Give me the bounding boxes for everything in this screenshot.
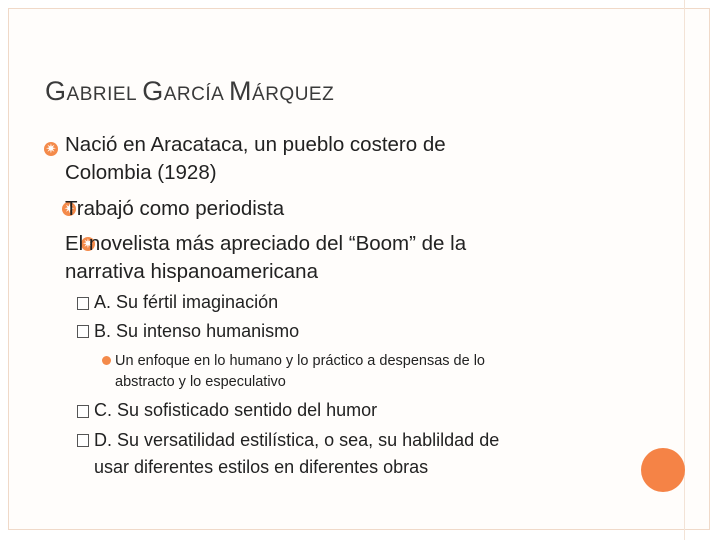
sub-item-d-line-1: D. Su versatilidad estilística, o sea, su hablildad de [94, 430, 500, 450]
subsub-item-line-2: abstracto y lo especulativo [115, 374, 286, 390]
title-cap-1: G [45, 76, 67, 106]
title-rest-3: ÁRQUEZ [252, 84, 335, 105]
title-rest-2: ARCÍA [163, 84, 230, 105]
sub-item-d-line-2: usar diferentes estilos en diferentes obras [94, 457, 429, 477]
sub-item-a: A. Su fértil imaginación [94, 292, 279, 312]
checkbox-bullet-icon [77, 405, 89, 418]
bullet-1-line-1: Nació en Aracataca, un pueblo costero de [65, 133, 446, 156]
bullet-3-line-1: El novelista más apreciado del “Boom” de la [65, 232, 467, 255]
small-bullet-icon [102, 356, 111, 365]
bullet-2-line-1: Trabajó como periodista [65, 197, 285, 220]
bullet-1-line-2: Colombia (1928) [65, 161, 217, 184]
vertical-rule [684, 0, 685, 540]
bullet-3-line-2: narrativa hispanoamericana [65, 260, 318, 283]
checkbox-bullet-icon [77, 434, 89, 447]
checkbox-bullet-icon [77, 297, 89, 310]
title-cap-2: G [142, 76, 164, 106]
checkbox-bullet-icon [77, 325, 89, 338]
slide-title [45, 76, 334, 107]
decorative-circle [641, 448, 685, 492]
subsub-item-line-1: Un enfoque en lo humano y lo práctico a despensas de lo [115, 353, 485, 369]
sub-item-c: C. Su sofisticado sentido del humor [94, 400, 378, 420]
starburst-bullet-icon [44, 142, 58, 156]
title-rest-1: ABRIEL [66, 84, 143, 105]
title-cap-3: M [229, 76, 253, 106]
sub-item-b: B. Su intenso humanismo [94, 321, 300, 341]
